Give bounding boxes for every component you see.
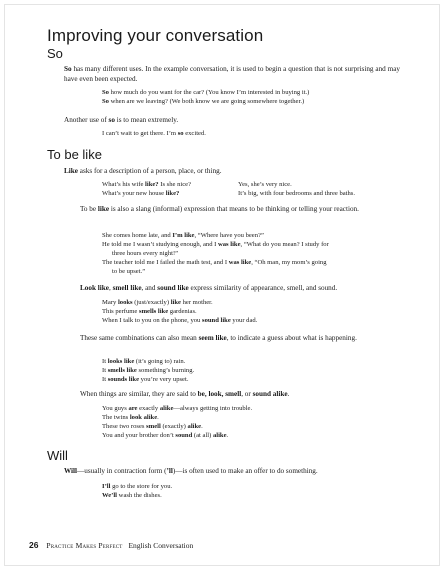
example-line: He told me I wasn’t studying enough, and I was like, “What do you mean? I study for xyxy=(102,241,329,248)
example-line: I’ll go to the store for you. xyxy=(102,483,173,490)
example-line: It’s big, with four bedrooms and three baths. xyxy=(238,190,356,197)
example-line: Mary looks (just/exactly) like her mother. xyxy=(102,299,213,306)
book-subtitle: English Conversation xyxy=(128,541,194,550)
page-title: Improving your conversation xyxy=(47,26,264,45)
example-line: We’ll wash the dishes. xyxy=(102,492,162,499)
so-example-2 xyxy=(102,129,206,138)
so-paragraph-2: Another use of so is to mean extremely. xyxy=(64,116,179,124)
example-line: I can’t wait to get there. I’m so excited. xyxy=(102,130,206,137)
like-alike-examples xyxy=(102,404,252,440)
example-line: What’s his wife like? Is she nice? xyxy=(102,181,192,188)
example-line: What’s your new house like? xyxy=(102,190,180,197)
example-line: When I talk to you on the phone, you sound like your dad. xyxy=(102,317,258,324)
example-line: It looks like (it’s going to) rain. xyxy=(102,358,186,365)
example-line: So when are we leaving? (We both know we are going somewhere together.) xyxy=(102,98,305,105)
example-line: This perfume smells like gardenias. xyxy=(102,308,197,315)
like-similarity-examples xyxy=(102,298,257,325)
example-line: These two roses smell (exactly) alike. xyxy=(102,423,203,430)
will-examples xyxy=(102,482,172,500)
page-footer xyxy=(29,540,193,550)
example-line: It sounds like you’re very upset. xyxy=(102,376,189,383)
like-paragraph-2: To be like is also a slang (informal) expression that means to be thinking or telling your reaction. xyxy=(80,205,359,213)
like-guess-examples xyxy=(102,357,194,384)
page-number: 26 xyxy=(29,540,39,550)
example-line: You and your brother don’t sound (at all) alike. xyxy=(102,432,229,439)
example-line: So how much do you want for the car? (You know I’m interested in buying it.) xyxy=(102,89,310,96)
heading-so: So xyxy=(47,46,63,61)
example-line: She comes home late, and I’m like, “Where have you been?” xyxy=(102,232,264,239)
like-paragraph-3: Look like, smell like, and sound like express similarity of appearance, smell, and sound. xyxy=(80,284,338,292)
will-paragraph-1: Will—usually in contraction form (’ll)—is often used to make an offer to do something. xyxy=(64,467,318,475)
heading-will: Will xyxy=(47,448,68,463)
example-line: to be upset.” xyxy=(112,268,146,275)
like-slang-examples xyxy=(102,231,329,276)
heading-to-be-like: To be like xyxy=(47,147,102,162)
like-paragraph-4: These same combinations can also mean seem like, to indicate a guess about what is happening. xyxy=(80,334,357,342)
example-line: The twins look alike. xyxy=(102,414,159,421)
like-questions xyxy=(102,180,191,198)
example-line: The teacher told me I failed the math test, and I was like, “Oh man, my mom’s going xyxy=(102,259,327,266)
like-answers xyxy=(238,180,355,198)
like-paragraph-1: Like asks for a description of a person, place, or thing. xyxy=(64,167,222,175)
example-line: three hours every night!” xyxy=(112,250,179,257)
so-paragraph-1: So has many different uses. In the example conversation, it is used to begin a question that is not surprising and may have even been expected. xyxy=(64,65,400,83)
like-paragraph-5: When things are similar, they are said to be, look, smell, or sound alike. xyxy=(80,390,290,398)
so-examples-1 xyxy=(102,88,309,106)
example-line: You guys are exactly alike—always getting into trouble. xyxy=(102,405,253,412)
example-line: It smells like something’s burning. xyxy=(102,367,195,374)
book-title: Practice Makes Perfect xyxy=(46,541,123,550)
term-so: So xyxy=(64,65,72,73)
example-line: Yes, she’s very nice. xyxy=(238,181,292,188)
